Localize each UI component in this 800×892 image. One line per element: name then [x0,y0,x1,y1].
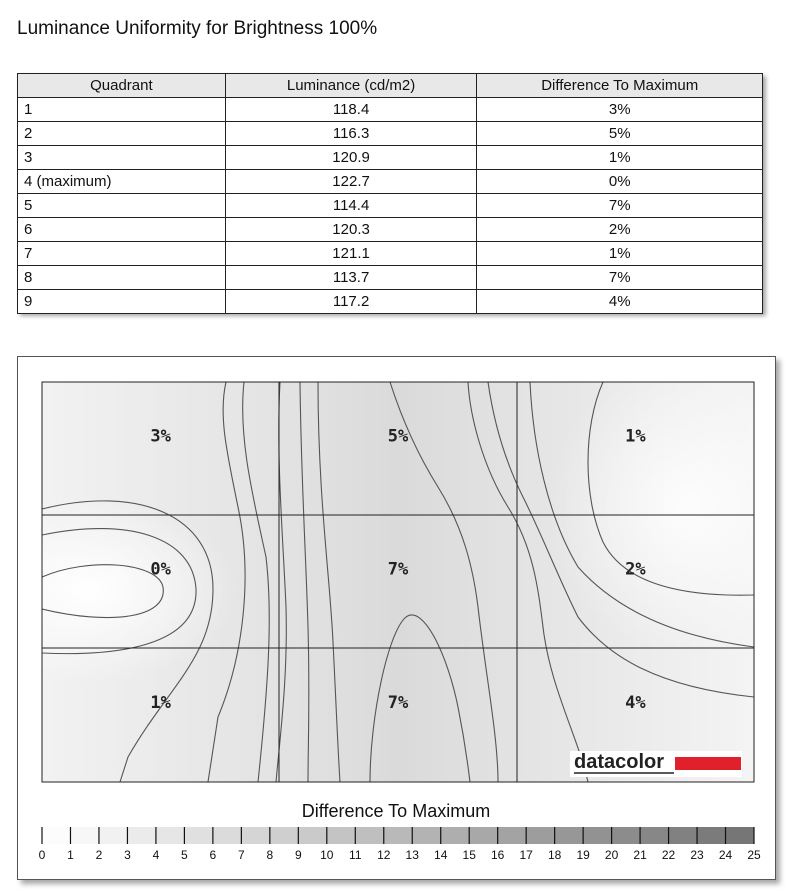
column-header-luminance: Luminance (cd/m2) [225,74,477,98]
difference-cell: 3% [477,98,763,122]
colorbar-tick-label: 25 [747,848,761,862]
cell-label-quadrant-6: 2% [625,559,646,580]
cell-label-quadrant-5: 7% [387,559,409,580]
colorbar-segment [99,827,128,844]
cell-label-quadrant-7: 1% [150,693,171,713]
datacolor-logo [570,751,742,777]
colorbar-tick-label: 22 [661,848,676,862]
colorbar-segment [384,827,413,844]
difference-cell: 7% [477,194,763,218]
colorbar-segment [241,827,270,844]
difference-cell: 1% [477,146,763,170]
colorbar-tick-label: 7 [238,848,245,862]
colorbar-tick-label: 19 [576,848,590,862]
colorbar-title: Difference To Maximum [301,801,491,821]
table-row [18,98,763,122]
colorbar-segment [612,827,641,844]
uniformity-heatmap [18,357,775,879]
quadrant-cell: 2 [18,122,226,146]
colorbar-segment [441,827,470,844]
colorbar-segment [583,827,612,844]
colorbar-tick-label: 2 [95,848,103,862]
difference-cell: 5% [477,122,763,146]
colorbar-segment [469,827,498,844]
table-row [18,194,763,218]
colorbar-segment [156,827,185,844]
luminance-cell: 120.9 [225,146,477,170]
quadrant-cell: 8 [18,266,226,290]
colorbar [39,827,761,862]
colorbar-tick-label: 1 [67,848,74,862]
quadrant-cell: 4 (maximum) [18,170,226,194]
luminance-cell: 113.7 [225,266,477,290]
luminance-cell: 120.3 [225,218,477,242]
colorbar-tick-label: 21 [633,848,647,862]
colorbar-segment [498,827,527,844]
colorbar-segment [213,827,242,844]
difference-cell: 1% [477,242,763,266]
colorbar-segment [184,827,213,844]
datacolor-logo-text: datacolor [574,751,665,773]
colorbar-segment [640,827,669,844]
colorbar-segment [555,827,584,844]
colorbar-segment [298,827,327,844]
colorbar-tick-label: 4 [152,848,160,862]
colorbar-segment [726,827,755,844]
luminance-cell: 114.4 [225,194,477,218]
luminance-cell: 118.4 [225,98,477,122]
logo-red-bar [675,757,741,770]
table-row [18,170,763,194]
colorbar-segment [412,827,441,844]
luminance-cell: 122.7 [225,170,477,194]
colorbar-tick-label: 12 [377,848,391,862]
quadrant-cell: 7 [18,242,226,266]
colorbar-tick-label: 24 [718,848,733,862]
page-title: Luminance Uniformity for Brightness 100% [17,18,378,39]
column-header-difference: Difference To Maximum [477,74,763,98]
colorbar-tick-label: 5 [181,848,188,862]
colorbar-tick-label: 13 [405,848,419,862]
colorbar-tick-label: 17 [519,848,533,862]
colorbar-tick-label: 15 [462,848,476,862]
colorbar-segment [70,827,99,844]
luminance-cell: 116.3 [225,122,477,146]
colorbar-segment [42,827,71,844]
luminance-table [17,73,763,313]
table-row [18,242,763,266]
cell-label-quadrant-8: 7% [387,693,409,713]
cell-label-quadrant-2: 5% [387,426,409,447]
colorbar-tick-label: 20 [604,848,619,862]
colorbar-tick-label: 8 [266,848,274,862]
colorbar-tick-label: 3 [124,848,131,862]
table-row [18,218,763,242]
colorbar-segment [127,827,156,844]
luminance-cell: 117.2 [225,290,477,314]
uniformity-chart-panel [17,356,776,880]
colorbar-tick-label: 6 [209,848,217,862]
colorbar-segment [697,827,726,844]
difference-cell: 7% [477,266,763,290]
colorbar-segment [526,827,555,844]
colorbar-segment [327,827,356,844]
difference-cell: 2% [477,218,763,242]
table-row [18,290,763,314]
luminance-cell: 121.1 [225,242,477,266]
table-header-row [18,74,763,98]
cell-label-quadrant-3: 1% [625,426,646,447]
colorbar-tick-label: 23 [690,848,704,862]
table-row [18,266,763,290]
difference-cell: 0% [477,170,763,194]
quadrant-cell: 6 [18,218,226,242]
colorbar-tick-label: 18 [547,848,562,862]
colorbar-tick-label: 14 [434,848,448,862]
colorbar-tick-label: 16 [491,848,505,862]
colorbar-tick-label: 0 [38,848,46,862]
cell-label-quadrant-4: 0% [150,559,171,580]
column-header-quadrant: Quadrant [18,74,226,98]
colorbar-segment [669,827,698,844]
difference-cell: 4% [477,290,763,314]
quadrant-cell: 1 [18,98,226,122]
colorbar-tick-label: 9 [294,848,302,862]
cell-label-quadrant-9: 4% [625,693,646,713]
colorbar-tick-label: 10 [320,848,334,862]
quadrant-cell: 3 [18,146,226,170]
colorbar-tick-label: 11 [349,848,362,862]
colorbar-segment [355,827,384,844]
table-row [18,146,763,170]
cell-label-quadrant-1: 3% [150,426,171,447]
colorbar-segment [270,827,299,844]
quadrant-cell: 5 [18,194,226,218]
quadrant-cell: 9 [18,290,226,314]
table-row [18,122,763,146]
